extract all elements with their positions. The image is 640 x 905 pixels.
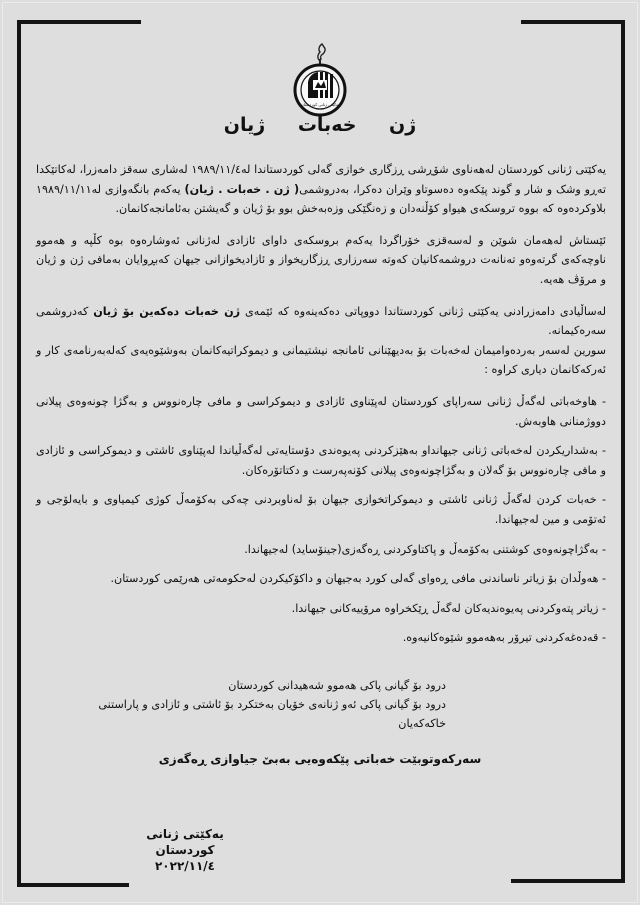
- paragraph-founding-part-2: یەکەم بانگەوازی لە١٩٨٩/١١/١١ بلاوکردەوە کە بووە تروسکەی هیواو کۆڵنەدان و زەنگێکی وزەبەخش بوو بۆ ژیان و گەیشتن بەئامانجەکانمان.: [36, 182, 606, 216]
- paragraph-commitment: سورین لەسەر بەردەوامیمان لەخەبات بۆ بەدیهێنانی ئامانجە نیشتیمانی و دیموکراتیەکانمان بەوشێوەیەی کەلەبەرنامەی کار و ئەرکەکانمان دیاری کراوە :: [36, 343, 606, 377]
- closing-line: سەرکەوتوبێت خەباتی پێکەوەیی بەبێ جیاوازی ڕەگەزی: [158, 752, 482, 766]
- emblem-icon: [284, 40, 356, 120]
- bullet-item: - قەدەغەکردنی تیرۆر بەهەموو شێوەکانیەوە.: [402, 631, 606, 645]
- paragraph-founding: [36, 160, 606, 219]
- border-side-right: [621, 140, 625, 763]
- bullet-item: - هەوڵدان بۆ زیاتر ناساندنی مافی ڕەوای گەلی کورد بەجیهان و داکۆکیکردن لەحکومەتی هەرێمی کوردستان.: [110, 572, 606, 586]
- signature-block: [120, 826, 250, 874]
- paragraph-anniversary: [36, 302, 606, 341]
- paragraph-founding-slogan: ( ژن . خەبات . ژیان): [184, 182, 300, 196]
- greeting-martyrs: درود بۆ گیانی پاکی هەموو شەهیدانی کوردستان: [228, 679, 446, 692]
- bullet-item: - بەگژاچونەوەی کوشتنی بەکۆمەڵ و پاکتاوکردنی ڕەگەزی(جینۆساید) لەجیهاندا.: [244, 542, 606, 556]
- paragraph-anniversary-part-2: کەدروشمی سەرەکیمانە.: [36, 304, 606, 338]
- bullet-item: - بەشداریکردن لەخەباتی ژنانی جیهانداو بەهێزکردنی پەیوەندی دۆستایەتی لەگەڵیاندا لەپێناوی ئاشتی و دیموکراسی و ئازادی و مافی چارەنووس بۆ گەلان و بەگژاچونەوەی پیلانی کۆنەپەرست و دکتاتۆرەکان.: [36, 444, 606, 477]
- greeting-women: درود بۆ گیانی پاکی ئەو ژنانەی خۆیان بەختکرد بۆ ئاشتی و ئازادی و پاراستنی خاکەکەیان: [98, 698, 446, 730]
- paragraph-saqqez: ئێستاش لەهەمان شوێن و لەسەقزی خۆراگردا یەکەم بروسکەی داوای ئازادی لەژنانی ئەوشارەوە بوە کڵپە و هەموو ناوچەکەی گرتەوەو تەنانەت دروشمەکانیان کەوتە سەرزاری ڕزگاریخواز و ئازادیخوازانی جیهان کەبڕوایان بەمافی ژن و ژیان و مرۆڤ هەیە.: [36, 233, 606, 286]
- greetings: [36, 676, 606, 733]
- signature-org: یەکێتی ژنانی کوردستان: [146, 827, 224, 857]
- emblem-text: یەکێتی ژنانی کوردستان: [300, 102, 340, 107]
- bullet-item: - هاوخەباتی لەگەڵ ژنانی سەراپای کوردستان لەپێناوی ئازادی و دیموکراسی و مافی چارەنووس و بەگژا چونەوەی پیلانی دووژمنانی هاوبەش.: [36, 394, 606, 428]
- paragraph-founding-part-1: یەکێتی ژنانی کوردستان لەهەناوی شۆڕشی ڕزگاری خوازی گەلی کوردستاندا لە١٩٨٩/١١/٤ لەشاری سەقز دامەزرا، لەکاتێکدا تەڕو وشک و شار و گوند پێکەوە دەسوتاو وێران دەکرا، بەدروشمی: [36, 163, 606, 196]
- paragraph-anniversary-part-1: لەساڵیادی دامەزرادنی یەکێتی ژنانی کوردستاندا دووپاتی دەکەینەوە کە ئێمەی: [245, 304, 607, 318]
- paragraph-anniversary-slogan: ژن خەبات دەکەین بۆ ژیان: [93, 304, 241, 318]
- border-side-left: [17, 140, 21, 763]
- slogan-title: ژن خەبات ژیان: [223, 114, 417, 136]
- border-corner-bottom-left: [17, 763, 133, 883]
- bullet-item: - زیاتر پتەوکردنی پەیوەندیەکان لەگەڵ ڕێکخراوە مرۆییەکانی جیهاندا.: [291, 601, 606, 615]
- letter-body: [36, 160, 606, 658]
- border-corner-bottom-right: [511, 759, 625, 883]
- signature-date: ٢٠٢٢/١١/٤: [154, 859, 216, 873]
- bullet-item: - خەبات کردن لەگەڵ ژنانی ئاشتی و دیموکراتخوازی جیهان بۆ لەناوبردنی چەکی بەکۆمەڵ کوژی کیمیاوی و بایەلۆجی و ئەتۆمی و مین لەجیهاندا.: [36, 493, 606, 526]
